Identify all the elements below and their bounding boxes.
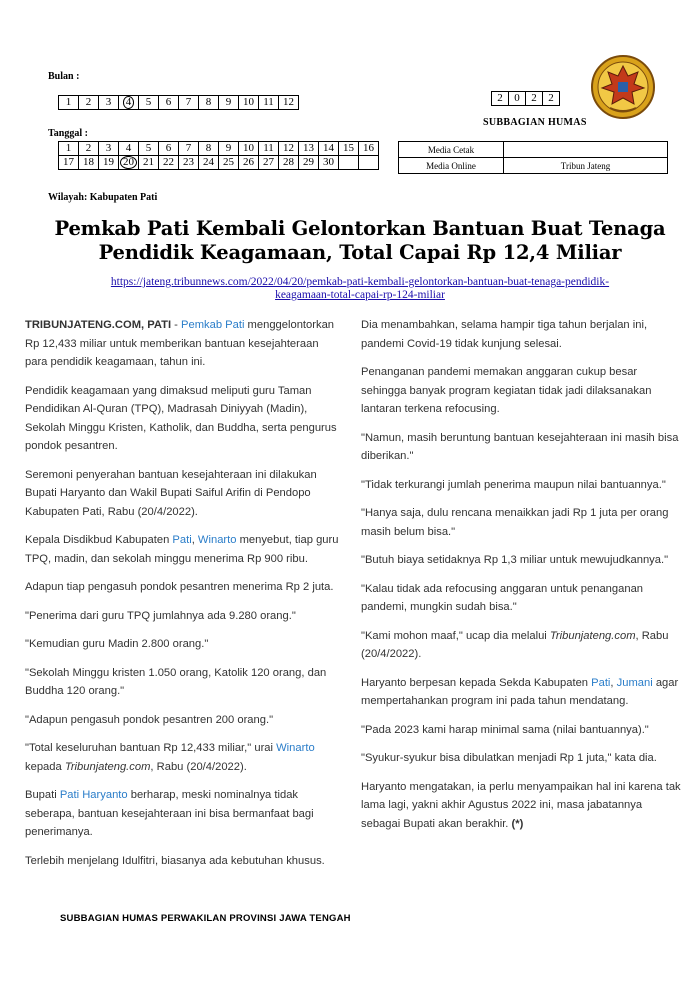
selected-marker: 20: [120, 156, 137, 169]
grid-cell: 22: [159, 156, 179, 170]
grid-cell: 6: [159, 96, 179, 110]
title-line: Pendidik Keagamaan, Total Capai Rp 12,4 Miliar: [98, 241, 622, 264]
tag-link[interactable]: Pati Haryanto: [59, 789, 128, 801]
selected-marker: 4: [123, 96, 135, 109]
article-right-column: [361, 316, 681, 843]
grid-cell: 29: [299, 156, 319, 170]
grid-cell: 2: [79, 96, 99, 110]
paragraph: "Total keseluruhan bantuan Rp 12,433 miliar," urai Winarto kepada Tribunjateng.com, Rabu (20/4/2022).: [25, 742, 315, 773]
tag-link[interactable]: Winarto: [276, 742, 315, 754]
grid-cell: [119, 156, 139, 170]
paragraph: TRIBUNJATENG.COM, PATI - Pemkab Pati menggelontorkan Rp 12,433 miliar untuk memberikan bantuan kesejahteraan para pendidik keagamaan, tahun ini.: [25, 319, 335, 368]
grid-cell: 11: [259, 96, 279, 110]
url-line[interactable]: keagamaan-total-capai-rp-124-miliar: [275, 289, 445, 301]
grid-cell: 30: [319, 156, 339, 170]
paragraph: Pendidik keagamaan yang dimaksud meliputi guru Taman Pendidikan Al-Quran (TPQ), Madrasah Diniyyah (Madin), Sekolah Minggu Kristen, Katholik, dan Buddha, serta pengurus pondok pesantren.: [25, 384, 337, 452]
paragraph: "Adapun pengasuh pondok pesantren 200 orang.": [25, 713, 274, 726]
media-table: [398, 141, 668, 174]
month-grid: [58, 95, 299, 110]
grid-cell: 8: [199, 142, 219, 156]
media-row: [399, 158, 668, 174]
tag-link[interactable]: Pati: [591, 676, 611, 689]
grid-cell: 28: [279, 156, 299, 170]
source-url-link[interactable]: [40, 276, 680, 302]
paragraph: "Pada 2023 kami harap minimal sama (nilai bantuannya).": [361, 723, 649, 736]
grid-cell: 7: [179, 96, 199, 110]
grid-cell: 21: [139, 156, 159, 170]
media-row: [399, 142, 668, 158]
grid-cell: [339, 156, 359, 170]
grid-cell: 1: [59, 96, 79, 110]
article-left-column: [25, 316, 340, 880]
coat-of-arms-emblem: [590, 54, 656, 120]
paragraph: "Syukur-syukur bisa dibulatkan menjadi Rp 1 juta," kata dia.: [361, 752, 657, 764]
paragraph: "Namun, masih beruntung bantuan kesejahteraan ini masih bisa diberikan.": [361, 431, 679, 462]
paragraph: "Sekolah Minggu kristen 1.050 orang, Katolik 120 orang, dan Buddha 120 orang.": [25, 666, 327, 697]
paragraph: Bupati Pati Haryanto berharap, meski nominalnya tidak seberapa, bantuan kesejahteraan ini bisa bermanfaat bagi penerimanya.: [25, 789, 314, 838]
grid-cell: 7: [179, 142, 199, 156]
paragraph: "Penerima dari guru TPQ jumlahnya ada 9.280 orang.": [25, 609, 296, 622]
grid-cell: 9: [219, 96, 239, 110]
grid-cell: 5: [139, 96, 159, 110]
paragraph: Kepala Disdikbud Kabupaten Pati, Winarto menyebut, tiap guru TPQ, madin, dan sekolah minggu menerima Rp 900 ribu.: [25, 534, 339, 565]
grid-cell: 8: [199, 96, 219, 110]
grid-cell: 2: [79, 142, 99, 156]
media-value: [504, 142, 668, 158]
media-label: Media Online: [399, 158, 504, 174]
tag-link[interactable]: Pemkab Pati: [181, 319, 245, 331]
tag-link[interactable]: Winarto: [197, 534, 237, 546]
grid-cell: 10: [239, 142, 259, 156]
grid-cell: 2: [543, 92, 560, 106]
paragraph: "Butuh biaya setidaknya Rp 1,3 miliar untuk mewujudkannya.": [361, 554, 669, 566]
grid-cell: 4: [119, 142, 139, 156]
grid-cell: [359, 156, 379, 170]
paragraph: "Tidak terkurangi jumlah penerima maupun nilai bantuannya.": [361, 478, 666, 491]
grid-cell: 16: [359, 142, 379, 156]
grid-cell: 3: [99, 142, 119, 156]
paragraph: "Kemudian guru Madin 2.800 orang.": [25, 638, 209, 650]
tag-link[interactable]: Jumani: [616, 676, 653, 689]
region-label: Wilayah: Kabupaten Pati: [48, 192, 158, 203]
year-grid: [491, 91, 560, 106]
media-value: Tribun Jateng: [504, 158, 668, 174]
grid-cell: 14: [319, 142, 339, 156]
paragraph: Haryanto mengatakan, ia perlu menyampaikan hal ini karena tak lama lagi, yakni akhir Agustus 2022 ini, masa jabatannya sebagai Bupati akan berakhir. (*): [361, 780, 681, 830]
grid-cell: 10: [239, 96, 259, 110]
grid-cell: 0: [509, 92, 526, 106]
grid-cell: 18: [79, 156, 99, 170]
footer-text: SUBBAGIAN HUMAS PERWAKILAN PROVINSI JAWA TENGAH: [60, 913, 351, 924]
title-line: Pemkab Pati Kembali Gelontorkan Bantuan Buat Tenaga: [54, 217, 666, 240]
grid-cell: 6: [159, 142, 179, 156]
media-label: Media Cetak: [399, 142, 504, 158]
grid-cell: 27: [259, 156, 279, 170]
grid-cell: 5: [139, 142, 159, 156]
paragraph: Dia menambahkan, selama hampir tiga tahun berjalan ini, pandemi Covid-19 tidak kunjung selesai.: [361, 319, 648, 350]
paragraph: Seremoni penyerahan bantuan kesejahteraan ini dilakukan Bupati Haryanto dan Wakil Bupati Saiful Arifin di Pendopo Kabupaten Pati, Rabu (20/4/2022).: [25, 468, 317, 518]
paragraph: Penanganan pandemi memakan anggaran cukup besar sehingga banyak program kegiatan tidak jadi dilaksanakan lantaran terkena refocusing.: [361, 366, 652, 415]
grid-cell: 26: [239, 156, 259, 170]
date-label: Tanggal :: [48, 128, 88, 139]
organization-name: SUBBAGIAN HUMAS: [483, 117, 587, 128]
dateline: TRIBUNJATENG.COM, PATI: [25, 319, 172, 331]
grid-cell: 1: [59, 142, 79, 156]
paragraph: "Hanya saja, dulu rencana menaikkan jadi Rp 1 juta per orang masih belum bisa.": [361, 507, 669, 538]
paragraph: "Kalau tidak ada refocusing anggaran untuk penanganan pandemi, mungkin sudah bisa.": [361, 582, 644, 613]
grid-cell: 9: [219, 142, 239, 156]
grid-cell: 25: [219, 156, 239, 170]
grid-cell: 24: [199, 156, 219, 170]
date-grid: [58, 141, 379, 170]
grid-cell: 3: [99, 96, 119, 110]
grid-cell: 12: [279, 142, 299, 156]
grid-cell: [119, 96, 139, 110]
paragraph: Haryanto berpesan kepada Sekda Kabupaten Pati, Jumani agar mempertahankan program ini pada tahun mendatang.: [361, 676, 679, 707]
paragraph: "Kami mohon maaf," ucap dia melalui Tribunjateng.com, Rabu (20/4/2022).: [361, 629, 669, 660]
grid-cell: 2: [492, 92, 509, 106]
url-line[interactable]: https://jateng.tribunnews.com/2022/04/20/pemkab-pati-kembali-gelontorkan-bantuan-buat-tenaga-pendidik-: [110, 276, 610, 288]
grid-cell: 19: [99, 156, 119, 170]
grid-cell: 17: [59, 156, 79, 170]
month-label: Bulan :: [48, 71, 80, 82]
grid-cell: 2: [526, 92, 543, 106]
grid-cell: 11: [259, 142, 279, 156]
article-title: [40, 217, 680, 265]
paragraph: Adapun tiap pengasuh pondok pesantren menerima Rp 2 juta.: [25, 581, 334, 593]
grid-cell: 12: [279, 96, 299, 110]
grid-cell: 23: [179, 156, 199, 170]
tag-link[interactable]: Pati: [172, 534, 192, 546]
grid-cell: 15: [339, 142, 359, 156]
grid-cell: 13: [299, 142, 319, 156]
paragraph: Terlebih menjelang Idulfitri, biasanya ada kebutuhan khusus.: [25, 854, 325, 867]
